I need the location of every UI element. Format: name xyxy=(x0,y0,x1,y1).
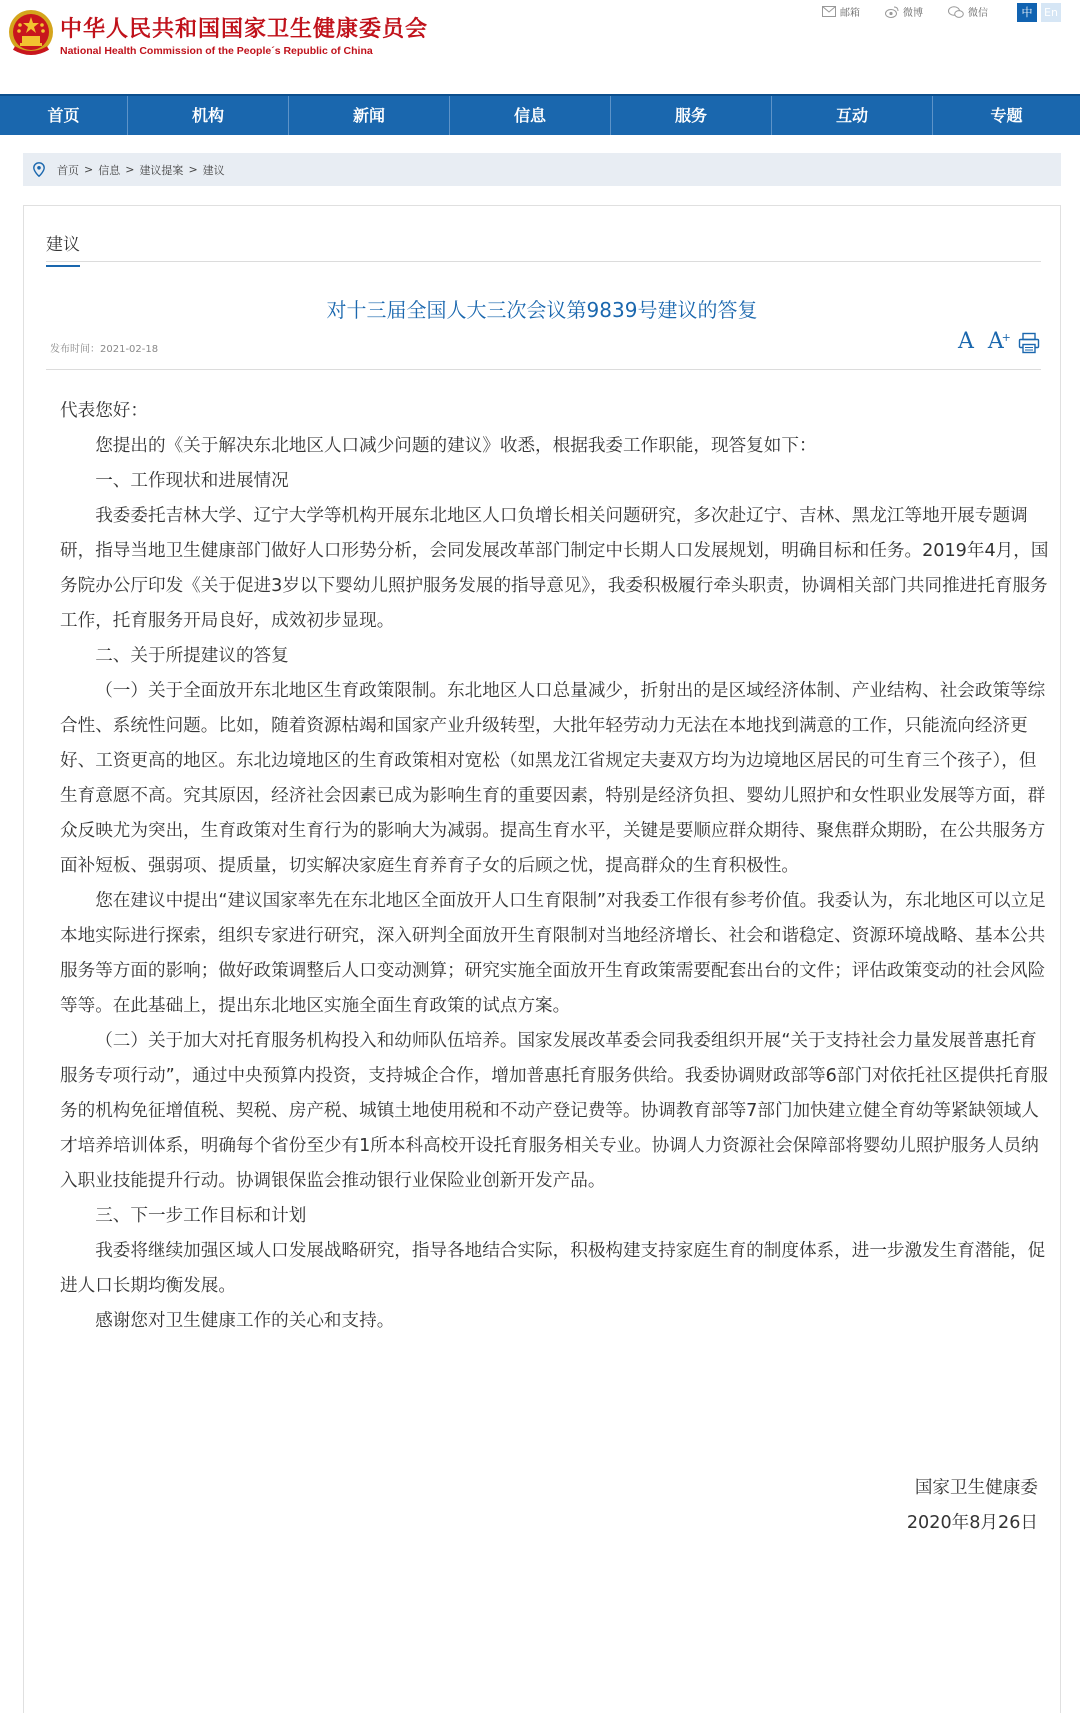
site-header xyxy=(0,0,1080,94)
article-heading: 三、下一步工作目标和计划 xyxy=(95,1206,307,1226)
font-larger-label: A xyxy=(987,329,1004,354)
wechat-link[interactable] xyxy=(948,4,988,19)
location-pin-icon xyxy=(33,162,45,177)
publish-time-value: 2021-02-18 xyxy=(100,344,159,355)
wechat-icon xyxy=(948,6,964,18)
article-paragraph: 感谢您对卫生健康工作的关心和支持。 xyxy=(95,1311,395,1331)
breadcrumb xyxy=(23,153,1061,186)
lang-en-button[interactable]: En xyxy=(1041,3,1061,22)
breadcrumb-proposals[interactable]: 建议提案 xyxy=(139,163,184,177)
breadcrumb-home[interactable]: 首页 xyxy=(57,163,79,177)
mail-label: 邮箱 xyxy=(840,8,860,19)
section-tab: 建议 xyxy=(46,230,80,267)
nav-item-organization[interactable]: 机构 xyxy=(128,96,289,135)
lang-cn-button[interactable]: 中 xyxy=(1017,3,1037,22)
breadcrumb-suggestion[interactable]: 建议 xyxy=(202,163,225,177)
site-name-cn[interactable]: 中华人民共和国国家卫生健康委员会 xyxy=(60,16,429,42)
article-paragraph: 我委委托吉林大学、辽宁大学等机构开展东北地区人口负增长相关问题研究，多次赴辽宁、吉林、黑龙江等地开展专题调研，指导当地卫生健康部门做好人口形势分析，会同发展改革部门制定中长期人口发展规划，明确目标和任务。2019年4月，国务院办公厅印发《关于促进3岁以下婴幼儿照护服务发展的指导意见》，我委积极履行牵头职责，协调相关部门共同推进托育服务工作，托育服务开局良好，成效初步显现。 xyxy=(60,506,1049,631)
mail-icon xyxy=(822,6,836,17)
weibo-icon xyxy=(885,6,899,18)
nav-item-information[interactable]: 信息 xyxy=(450,96,611,135)
nav-item-home[interactable]: 首页 xyxy=(0,96,128,135)
weibo-label: 微博 xyxy=(903,8,923,19)
section-divider xyxy=(46,261,1041,262)
article-body xyxy=(60,394,1050,1339)
site-name-en[interactable]: National Health Commission of the People´s Republic of China xyxy=(60,45,373,57)
article-heading: 二、关于所提建议的答复 xyxy=(95,646,289,666)
article-paragraph: （二）关于加大对托育服务机构投入和幼师队伍培养。国家发展改革委会同我委组织开展“关于支持社会力量发展普惠托育服务专项行动”，通过中央预算内投资，支持城企合作，增加普惠托育服务供给。我委协调财政部等6部门对依托社区提供托育服务的机构免征增值税、契税、房产税、城镇土地使用税和不动产登记费等。协调教育部等7部门加快建立健全育幼等紧缺领域人才培养培训体系，明确每个省份至少有1所本科高校开设托育服务相关专业。协调人力资源社会保障部将婴幼儿照护服务人员纳入职业技能提升行动。协调银保监会推动银行业保险业创新开发产品。 xyxy=(60,1031,1048,1191)
article-paragraph: （一）关于全面放开东北地区生育政策限制。东北地区人口总量减少，折射出的是区域经济体制、产业结构、社会政策等综合性、系统性问题。比如，随着资源枯竭和国家产业升级转型，大批年轻劳动力无法在本地找到满意的工作，只能流向经济更好、工资更高的地区。东北边境地区的生育政策相对宽松（如黑龙江省规定夫妻双方均为边境地区居民的可生育三个孩子），但生育意愿不高。究其原因，经济社会因素已成为影响生育的重要因素，特别是经济负担、婴幼儿照护和女性职业发展等方面，群众反映尤为突出，生育政策对生育行为的影响大为减弱。提高生育水平，关键是要顺应群众期待、聚焦群众期盼，在公共服务方面补短板、强弱项、提质量，切实解决家庭生育养育子女的后顾之忧，提高群众的生育积极性。 xyxy=(60,681,1046,876)
article-tools xyxy=(958,330,1040,354)
font-smaller-button[interactable]: A xyxy=(958,329,974,354)
nav-item-service[interactable]: 服务 xyxy=(611,96,772,135)
publish-time-label: 发布时间： xyxy=(50,344,100,355)
nav-item-interaction[interactable]: 互动 xyxy=(772,96,933,135)
weibo-link[interactable] xyxy=(885,4,923,19)
national-emblem-icon[interactable] xyxy=(6,8,56,58)
signature-org: 国家卫生健康委 xyxy=(914,1478,1038,1498)
plus-icon: + xyxy=(1001,331,1011,344)
signature-date: 2020年8月26日 xyxy=(906,1513,1038,1533)
breadcrumb-information[interactable]: 信息 xyxy=(98,163,121,177)
article-title: 对十三届全国人大三次会议第9839号建议的答复 xyxy=(326,298,758,322)
breadcrumb-separator: > xyxy=(125,163,135,176)
nav-item-news[interactable]: 新闻 xyxy=(289,96,450,135)
article-paragraph: 您在建议中提出“建议国家率先在东北地区全面放开人口生育限制”对我委工作很有参考价值。我委认为，东北地区可以立足本地实际进行探索，组织专家进行研究，深入研判全面放开生育限制对当地经济增长、社会和谐稳定、资源环境战略、基本公共服务等方面的影响；做好政策调整后人口变动测算；研究实施全面放开生育政策需要配套出台的文件；评估政策变动的社会风险等等。在此基础上，提出东北地区实施全面生育政策的试点方案。 xyxy=(60,891,1046,1016)
print-icon[interactable] xyxy=(1018,332,1040,354)
publish-time xyxy=(50,340,158,355)
breadcrumb-separator: > xyxy=(84,163,94,176)
font-larger-button[interactable] xyxy=(987,329,1011,354)
nav-item-topics[interactable]: 专题 xyxy=(990,106,1023,125)
content-box xyxy=(23,205,1061,1713)
article-paragraph: 您提出的《关于解决东北地区人口减少问题的建议》收悉，根据我委工作职能，现答复如下： xyxy=(95,436,817,456)
article-heading: 一、工作现状和进展情况 xyxy=(95,471,289,491)
breadcrumb-separator: > xyxy=(188,163,198,176)
tools-divider xyxy=(46,369,1041,370)
mail-link[interactable] xyxy=(822,4,860,19)
main-nav xyxy=(0,94,1080,135)
article-greeting: 代表您好： xyxy=(60,401,148,421)
article-paragraph: 我委将继续加强区域人口发展战略研究，指导各地结合实际，积极构建支持家庭生育的制度体系，进一步激发生育潜能，促进人口长期均衡发展。 xyxy=(60,1241,1046,1296)
wechat-label: 微信 xyxy=(968,8,988,19)
